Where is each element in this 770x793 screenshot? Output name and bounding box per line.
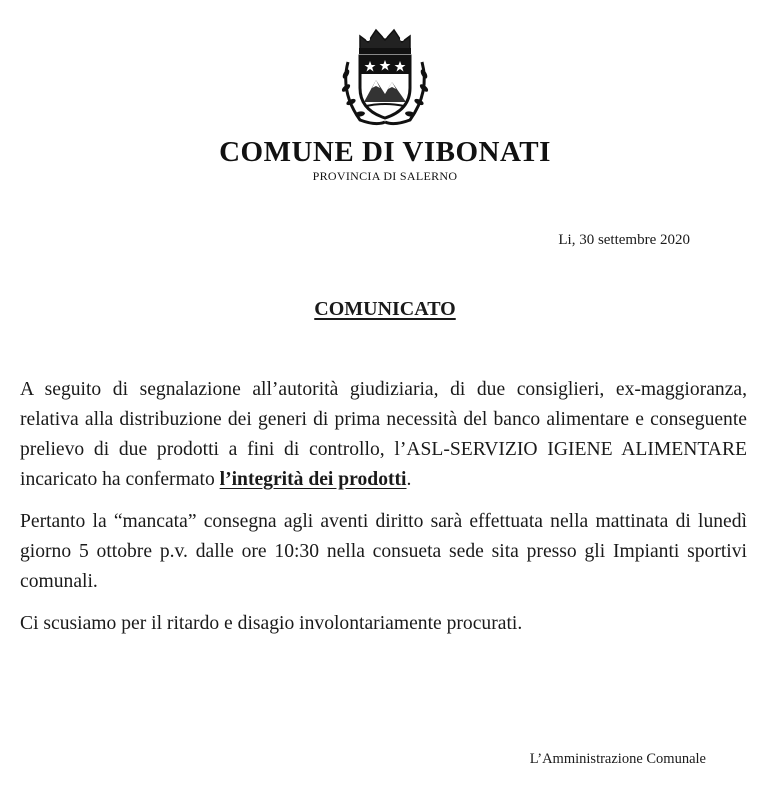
paragraph-1: [20, 375, 747, 495]
coat-of-arms-icon: [330, 22, 440, 132]
paragraph-2: Pertanto la “mancata” consegna agli aventi diritto sarà effettuata nella mattinata di lunedì giorno 5 ottobre p.v. dalle ore 10:30 nella consueta sede sita presso gli Impianti sportivi comunali.: [20, 511, 747, 592]
document-heading: COMUNICATO: [314, 298, 456, 320]
signature: L’Amministrazione Comunale: [529, 751, 706, 767]
paragraph-1-emphasis: l’integrità dei prodotti: [219, 469, 407, 490]
paragraph-1-end: .: [406, 469, 412, 490]
province-name: PROVINCIA DI SALERNO: [312, 169, 458, 183]
paragraph-1-text: A seguito di segnalazione all’autorità giudiziaria, di due consiglieri, ex-maggioranza, relativa alla distribuzione dei generi di prima necessità del banco alimentare e conseguente prelievo di due prodotti a fini di controllo, l’ASL-SERVIZIO IGIENE ALIMENTARE incaricato ha confermato: [20, 379, 747, 490]
paragraph-3: Ci scusiamo per il ritardo e disagio involontariamente procurati.: [20, 613, 523, 634]
municipality-name: COMUNE DI VIBONATI: [219, 136, 551, 168]
document-date: Li, 30 settembre 2020: [558, 232, 690, 248]
document-body: [20, 375, 747, 651]
